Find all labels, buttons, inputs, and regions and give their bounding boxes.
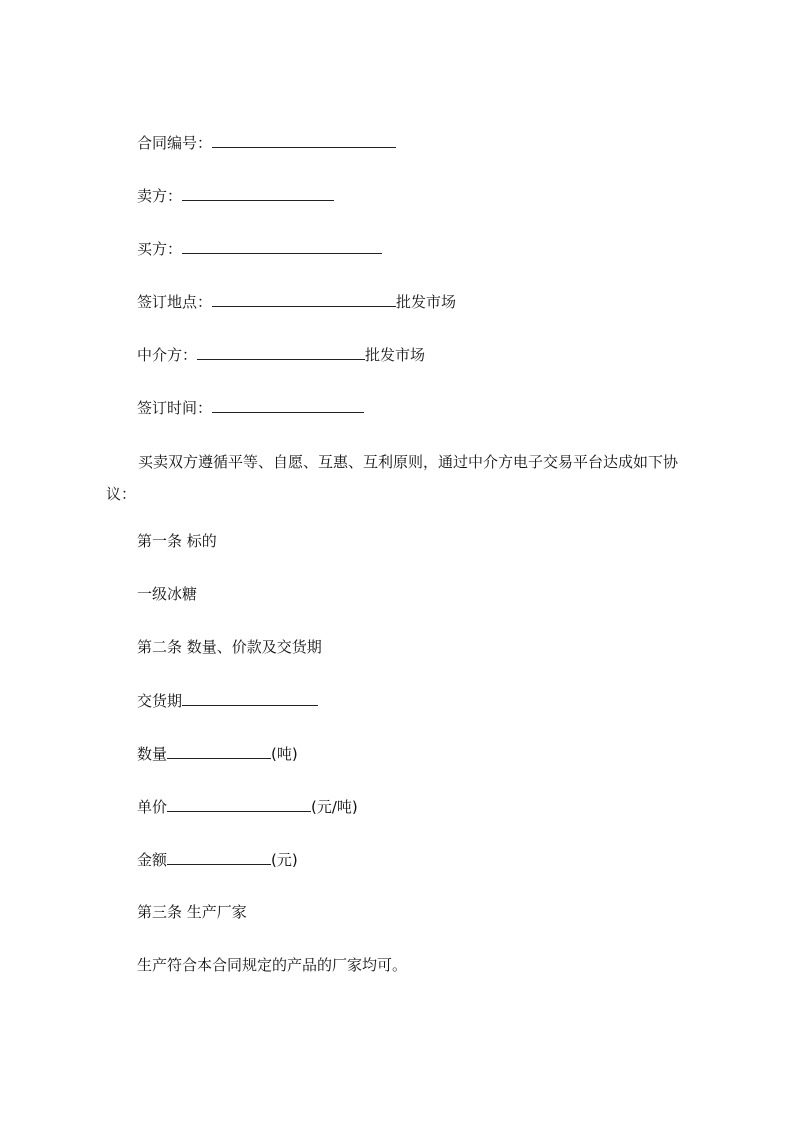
quantity-label: 数量 [137, 745, 168, 763]
sign-place-suffix: 批发市场 [396, 293, 457, 311]
article2-title: 第二条 数量、价款及交货期 [137, 638, 322, 656]
article3-title: 第三条 生产厂家 [137, 903, 247, 921]
unit-price-blank[interactable] [167, 796, 311, 812]
unit-price-line [137, 796, 358, 817]
sign-place-blank[interactable] [212, 291, 396, 307]
article1-content: 一级冰糖 [137, 585, 198, 603]
unit-price-label: 单价 [137, 798, 168, 816]
contract-number-line [137, 132, 396, 153]
quantity-line [137, 743, 298, 764]
delivery-label: 交货期 [137, 692, 183, 710]
amount-line [137, 849, 298, 870]
seller-label: 卖方： [137, 187, 183, 205]
amount-label: 金额 [137, 851, 168, 869]
intermediary-line [137, 344, 425, 365]
sign-place-line [137, 291, 456, 312]
quantity-blank[interactable] [167, 743, 271, 759]
quantity-unit: (吨) [271, 745, 298, 763]
seller-blank[interactable] [182, 185, 334, 201]
amount-unit: (元) [271, 851, 298, 869]
sign-time-label: 签订时间： [137, 399, 213, 417]
buyer-label: 买方： [137, 240, 183, 258]
unit-price-unit: (元/吨) [311, 798, 358, 816]
sign-place-label: 签订地点： [137, 293, 213, 311]
sign-time-line [137, 397, 364, 418]
contract-number-blank[interactable] [212, 132, 396, 148]
article1-title: 第一条 标的 [137, 532, 217, 550]
delivery-line [137, 690, 318, 711]
preamble-paragraph: 买卖双方遵循平等、自愿、互惠、互利原则，通过中介方电子交易平台达成如下协议： [106, 453, 679, 503]
delivery-blank[interactable] [182, 690, 318, 706]
intermediary-suffix: 批发市场 [365, 346, 426, 364]
contract-number-label: 合同编号： [137, 134, 213, 152]
intermediary-label: 中介方： [137, 346, 198, 364]
intermediary-blank[interactable] [197, 344, 365, 360]
article3-content: 生产符合本合同规定的产品的厂家均可。 [137, 956, 408, 974]
sign-time-blank[interactable] [212, 397, 364, 413]
buyer-blank[interactable] [182, 238, 382, 254]
amount-blank[interactable] [167, 849, 271, 865]
seller-line [137, 185, 334, 206]
buyer-line [137, 238, 382, 259]
